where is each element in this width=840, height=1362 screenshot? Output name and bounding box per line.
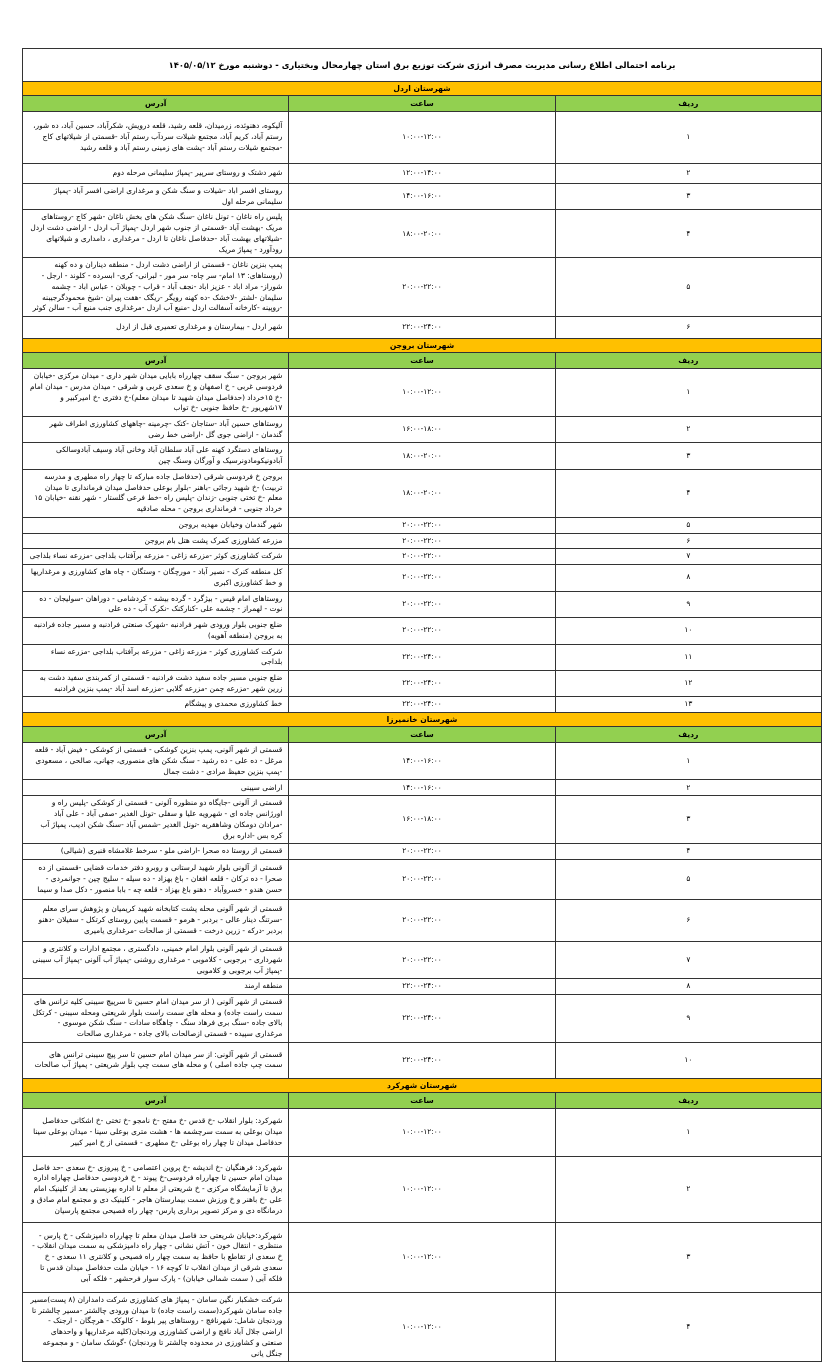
table-row	[23, 1292, 822, 1361]
header-address: آدرس	[23, 353, 289, 369]
row-address: قسمتی از شهر آلونی بلوار امام خمینی، دادگستری ، مجتمع ادارات و کلانتری و شهرداری - برجوبی - کلاموبی - مرغداری روشنی -پمپاژ آب آلونی -پمپاژ آب سیبنی -پمپاژ آب برجوبی و کلاموبی	[23, 942, 289, 979]
document-page	[22, 48, 822, 1362]
row-address: روستاهای حسین آباد -ستاجان -کتک -چرمینه -چاههای کشاورزی اطراف شهر گندمان - اراضی جوی گل -اراضی خط رضی	[23, 417, 289, 443]
row-time: ۱۸:۰۰-۲۰:۰۰	[289, 469, 555, 517]
header-index: ردیف	[555, 96, 821, 112]
table-row	[23, 112, 822, 164]
document-title: برنامه احتمالی اطلاع رسانی مدیریت مصرف انرژی شرکت توزیع برق استان چهارمحال وبختیاری - دوشنبه مورخ ۱۴۰۵/۰۵/۱۲	[23, 49, 822, 82]
header-time: ساعت	[289, 1092, 555, 1108]
county-name: شهرستان شهرکرد	[23, 1078, 822, 1092]
row-time: ۱۶:۰۰-۱۸:۰۰	[289, 796, 555, 844]
table-row	[23, 644, 822, 670]
row-index: ۵	[555, 258, 821, 317]
row-address: قسمتی از آلونی -جایگاه دو منظوره آلونی - قسمتی از کوشکی -پلیس راه و اورژانس جاده ای - شهرویه علیا و سفلی -تونل الغدیر -صفی آباد - علی آباد -مرادان دومکان وشاهقریه -تونل الغدیر -شمس آباد -سنگ شکن ادیب، پمپاژ آب کره بس -اداره برق	[23, 796, 289, 844]
row-index: ۴	[555, 844, 821, 860]
table-row	[23, 533, 822, 549]
row-index: ۱۱	[555, 644, 821, 670]
row-index: ۴	[555, 210, 821, 258]
header-address: آدرس	[23, 96, 289, 112]
table-row	[23, 369, 822, 417]
row-time: ۲۲:۰۰-۲۴:۰۰	[289, 979, 555, 995]
table-row	[23, 469, 822, 517]
column-header-row	[23, 1092, 822, 1108]
table-row	[23, 618, 822, 644]
row-index: ۴	[555, 469, 821, 517]
row-address: خط کشاورزی محمدی و پیشگام	[23, 697, 289, 713]
title-row	[23, 49, 822, 82]
row-index: ۵	[555, 860, 821, 900]
row-index: ۶	[555, 900, 821, 942]
table-row	[23, 942, 822, 979]
row-address: قسمتی از آلونی بلوار شهید لرستانی و روبرو دفتر خدمات قضایی -قسمتی از ده صحرا - ده ترکان - قلعه افغان - باغ بهزاد - ده سیله - سلیج چین - جوانمردی - حسن هندو - خسروآباد - دهنو باغ بهزاد - قلعه چه - بابا منصور - دکل صدا و سیما	[23, 860, 289, 900]
row-time: ۱۰:۰۰-۱۲:۰۰	[289, 1222, 555, 1292]
table-row	[23, 994, 822, 1042]
column-header-row	[23, 353, 822, 369]
row-time: ۱۸:۰۰-۲۰:۰۰	[289, 210, 555, 258]
table-row	[23, 565, 822, 591]
row-index: ۲	[555, 164, 821, 184]
row-time: ۲۰:۰۰-۲۲:۰۰	[289, 618, 555, 644]
table-row	[23, 317, 822, 339]
row-index: ۱	[555, 743, 821, 780]
row-time: ۲۰:۰۰-۲۲:۰۰	[289, 565, 555, 591]
table-row	[23, 417, 822, 443]
row-time: ۲۲:۰۰-۲۴:۰۰	[289, 1042, 555, 1078]
row-time: ۲۰:۰۰-۲۲:۰۰	[289, 549, 555, 565]
header-time: ساعت	[289, 96, 555, 112]
row-index: ۲	[555, 780, 821, 796]
row-index: ۱۰	[555, 1042, 821, 1078]
row-address: ضلع جنوبی بلوار ورودی شهر فرادنبه -شهرک صنعتی فرادنبه و مسیر جاده فرادنبه به بروجن (منطقه آهویه)	[23, 618, 289, 644]
row-index: ۱	[555, 112, 821, 164]
row-time: ۲۰:۰۰-۲۲:۰۰	[289, 258, 555, 317]
row-address: کل منطقه کنرک - نصیر آباد - مورچگان - وستگان - چاه های کشاورزی و مرغداریها و خط کشاورزی اکبری	[23, 565, 289, 591]
table-row	[23, 697, 822, 713]
row-address: منطقه ارمند	[23, 979, 289, 995]
row-index: ۱۲	[555, 670, 821, 696]
row-address: شهر گندمان وخیابان مهدیه بروجن	[23, 517, 289, 533]
table-row	[23, 258, 822, 317]
row-address: قسمتی از شهر آلونی ( از سر میدان امام حسین تا سرپیچ سیبنی کلیه ترانس های سمت راست جاده) و محله های سمت راست بلوار شریعتی ومحله سیبنی - کرتکل بالای جاده -سنگ بری فرهاد سنگ - چاهگاه سادات - سنگ شکن موسوی - مرغداری سپیده - قسمتی ازصالحات بالای جاده - مرغداری صالحات	[23, 994, 289, 1042]
row-index: ۳	[555, 1222, 821, 1292]
header-time: ساعت	[289, 353, 555, 369]
row-index: ۳	[555, 184, 821, 210]
row-index: ۱۳	[555, 697, 821, 713]
row-address: شهر اردل - بیمارستان و مرغداری تعمیری قبل از اردل	[23, 317, 289, 339]
row-address: شهرکرد:خیابان شریعتی حد فاصل میدان معلم تا چهارراه دامپزشکی - خ پارس - منتظری - انتقال خون - آتش نشانی - چهار راه دامپزشکی به سمت میدان انقلاب - خ سعدی از تقاطع با حافظ به سمت چهار راه فصیحی و کلانتری ۱۱ سعدی - خ سعدی شرقی از میدان انقلاب تا کوچه ۱۶ - خیابان ملت حدفاصل میدان قدس تا فلکه آبی ( سمت شمالی خیابان) - پارک سوار فرحشهر - فلکه آبی	[23, 1222, 289, 1292]
row-time: ۲۰:۰۰-۲۲:۰۰	[289, 942, 555, 979]
row-address: قسمتی از روستا ده صحرا -اراضی ملو - سرخط غلامشاه قنبری (شیالی)	[23, 844, 289, 860]
table-row	[23, 517, 822, 533]
row-time: ۲۰:۰۰-۲۲:۰۰	[289, 533, 555, 549]
row-address: قسمتی از شهر آلونی محله پشت کتابخانه شهید کریمیان و پژوهش سرای معلم -سرتنگ دینار عالی - بردبر - هرمو - قسمت پایین روستای کرتکل - سفیلان -دهنو بردبر -درکه - زرین درخت - قسمتی از صالحات -مرغداری یامیری	[23, 900, 289, 942]
row-time: ۱۴:۰۰-۱۶:۰۰	[289, 184, 555, 210]
column-header-row	[23, 727, 822, 743]
row-index: ۹	[555, 591, 821, 617]
row-address: شرکت کشاورزی کوثر -مزرعه زاغی - مزرعه برآفتاب بلداجی -مزرعه نساء بلداجی	[23, 549, 289, 565]
row-time: ۱۲:۰۰-۱۴:۰۰	[289, 164, 555, 184]
row-time: ۲۰:۰۰-۲۲:۰۰	[289, 860, 555, 900]
row-time: ۱۸:۰۰-۲۰:۰۰	[289, 443, 555, 469]
row-index: ۳	[555, 443, 821, 469]
row-index: ۶	[555, 317, 821, 339]
row-time: ۲۲:۰۰-۲۴:۰۰	[289, 697, 555, 713]
county-name: شهرستان بروجن	[23, 339, 822, 353]
header-index: ردیف	[555, 727, 821, 743]
row-time: ۱۰:۰۰-۱۲:۰۰	[289, 112, 555, 164]
column-header-row	[23, 96, 822, 112]
table-row	[23, 900, 822, 942]
row-index: ۹	[555, 994, 821, 1042]
table-row	[23, 780, 822, 796]
row-time: ۲۰:۰۰-۲۲:۰۰	[289, 591, 555, 617]
row-index: ۶	[555, 533, 821, 549]
row-address: پمپ بنزین ناغان - قسمتی از اراضی دشت اردل - منطقه دیناران و ده کهنه (روستاهای: ۱۳ امام- سر چاه- سر مور - لبرانی- کری- ابسرده - کلوند - ارجل - شوراز- مراد اباد - عزیز اباد -نجف آباد - قراب - چوبلان - عباس اباد - چشمه سلیمان -لشتر -لاخشک -ده کهنه رویگر -ریگک -هفت پیران -شیخ محمودگرجیبنه -روپینه -کارخانه آسفالت اردل -منبع آب اردل -مرغداری جنب منبع آب - سالن کوثر	[23, 258, 289, 317]
row-time: ۲۲:۰۰-۲۴:۰۰	[289, 670, 555, 696]
row-address: شرکت خشکبار نگین سامان - پمپاژ های کشاورزی شرکت دامداران (۸ پست)مسیر جاده سامان شهرکرد(سمت راست جاده) تا میدان ورودی چالشتر -مسیر چالشتر تا وردنجان شامل: شهرنافچ - روستاهای پیر بلوط - کالوکک - هرچگان - ارجنک - اراضی جلال آباد نافچ و اراضی کشاورزی وردنجان(کلیه مرغداریها و واحدهای صنعتی و کشاورزی در محدوده چالشتر تا وردنجان) -گوشک سامان - و مجموعه جنگل یانی	[23, 1292, 289, 1361]
row-time: ۱۴:۰۰-۱۶:۰۰	[289, 743, 555, 780]
row-index: ۳	[555, 796, 821, 844]
row-time: ۱۰:۰۰-۱۲:۰۰	[289, 1108, 555, 1156]
schedule-table	[22, 48, 822, 1362]
row-address: شهرکرد: فرهنگیان -خ اندیشه -خ پروین اعتصامی - خ پیروزی -خ سعدی -حد فاصل میدان امام حسین تا چهارراه فردوسی-خ پیوند - خ فردوسی حدفاصل چهاراه اداره برق تا آزمایشگاه مرکزی - خ شریعتی از معلم تا اداره بهزیستی بعد از کلینیک امام علی -خ باهنر و خ ورزش سمت بیمارستان هاجر - کلینیک دی و مجتمع امام صادق و درمانگاه دی و مرکز تصویر برداری پارس- چهار راه فصیحی مجتمع پارسیان	[23, 1156, 289, 1222]
header-index: ردیف	[555, 1092, 821, 1108]
row-address: شهر بروجن - سنگ سقف چهارراه بابایی میدان شهر داری - میدان مرکزی -خیابان فردوسی غربی - خ اصفهان و خ سعدی غربی و شرقی - میدان مدرس - میدان امام -خ ۱۵خرداد (حدفاصل میدان شهید تا میدان معلم)-خ دفتری -خ امیرکبیر و ۱۷شهریور -خ حافظ جنوبی -خ تواب	[23, 369, 289, 417]
row-address: قسمتی از شهر آلونی: از سر میدان امام حسین تا سر پیچ سیبنی ترانس های سمت چپ جاده اصلی ) و محله های سمت چپ بلوار شریعتی - پمپاژ آب صالحات	[23, 1042, 289, 1078]
row-time: ۲۲:۰۰-۲۴:۰۰	[289, 994, 555, 1042]
row-time: ۲۰:۰۰-۲۲:۰۰	[289, 844, 555, 860]
table-row	[23, 210, 822, 258]
table-row	[23, 796, 822, 844]
table-row	[23, 1042, 822, 1078]
table-row	[23, 443, 822, 469]
table-row	[23, 164, 822, 184]
row-time: ۲۰:۰۰-۲۲:۰۰	[289, 900, 555, 942]
table-row	[23, 979, 822, 995]
table-row	[23, 670, 822, 696]
county-row	[23, 713, 822, 727]
row-index: ۲	[555, 417, 821, 443]
row-time: ۱۰:۰۰-۱۲:۰۰	[289, 1156, 555, 1222]
row-address: شهر دشتک و روستای سرپیر -پمپاژ سلیمانی مرحله دوم	[23, 164, 289, 184]
row-address: شهرکرد: بلوار انقلاب -خ قدس -خ مفتح -خ نامجو -خ تختی -خ اشکانی حدفاصل میدان بوعلی به سمت سرچشمه ها - هشت متری بوعلی سینا - میدان بوعلی سینا حدفاصل میدان تا چهار راه بوعلی -خ مطهری - قسمتی از خ امیر کبیر	[23, 1108, 289, 1156]
county-name: شهرستان خانمیرزا	[23, 713, 822, 727]
county-row	[23, 82, 822, 96]
table-row	[23, 743, 822, 780]
row-address: پلیس راه ناغان - تونل ناغان -سنگ شکن های بخش ناغان -شهر کاج -روستاهای مریک -بهشت آباد -قسمتی از جنوب شهر اردل -پمپاژ آب اردل - اراضی دشت اردل -شیلاتهای بهشت آباد -حدفاصل ناغان تا اردل - مرغداری ، دامداری و شیلاتهای رودآورد - پمپاژ مریک	[23, 210, 289, 258]
row-address: اراضی سیبنی	[23, 780, 289, 796]
row-time: ۱۶:۰۰-۱۸:۰۰	[289, 417, 555, 443]
row-address: قسمتی از شهر آلونی، پمپ بنزین کوشکی - قسمتی از کوشکی - فیض آباد - قلعه مرغل - ده علی - ده رشید - سنگ شکن های منصوری، جهانی، صالحی ، مسعودی -پمپ بنزین حفیظ مرادی - دشت جمال	[23, 743, 289, 780]
row-time: ۲۲:۰۰-۲۴:۰۰	[289, 317, 555, 339]
row-index: ۸	[555, 565, 821, 591]
table-row	[23, 184, 822, 210]
table-row	[23, 844, 822, 860]
county-row	[23, 339, 822, 353]
row-index: ۱	[555, 369, 821, 417]
row-index: ۲	[555, 1156, 821, 1222]
county-name: شهرستان اردل	[23, 82, 822, 96]
table-row	[23, 1108, 822, 1156]
table-row	[23, 1156, 822, 1222]
table-row	[23, 591, 822, 617]
row-index: ۸	[555, 979, 821, 995]
row-address: روستاهای دستگرد کهنه علی آباد سلطان آباد وخانی آباد وسیف آبادوسالکی آبادونیکومادونرسیک و آورگان وسنگ چین	[23, 443, 289, 469]
table-row	[23, 860, 822, 900]
header-address: آدرس	[23, 1092, 289, 1108]
row-index: ۵	[555, 517, 821, 533]
header-time: ساعت	[289, 727, 555, 743]
table-row	[23, 549, 822, 565]
row-time: ۱۴:۰۰-۱۶:۰۰	[289, 780, 555, 796]
row-time: ۱۰:۰۰-۱۲:۰۰	[289, 369, 555, 417]
row-index: ۱	[555, 1108, 821, 1156]
header-index: ردیف	[555, 353, 821, 369]
row-address: شرکت کشاورزی کوثر - مزرعه زاغی - مزرعه برآفتاب بلداجی -مزرعه نساء بلداجی	[23, 644, 289, 670]
row-address: آلیکوه، دهنوئده، زرمیدان، قلعه رشید، قلعه درویش، شکرآباد، حسین آباد، ده شور، رستم آباد، کریم آباد، مجتمع شیلات سردآب رستم آباد -قسمتی از شیلاتهای کاج -مجتمع شیلات رستم آباد -پشت های زمینی رستم آباد و قلعه رشید	[23, 112, 289, 164]
row-time: ۲۰:۰۰-۲۲:۰۰	[289, 517, 555, 533]
row-index: ۷	[555, 942, 821, 979]
row-address: مزرعه کشاورزی کمرک پشت هتل بام بروجن	[23, 533, 289, 549]
header-address: آدرس	[23, 727, 289, 743]
row-time: ۱۰:۰۰-۱۲:۰۰	[289, 1292, 555, 1361]
row-index: ۱۰	[555, 618, 821, 644]
row-index: ۷	[555, 549, 821, 565]
row-address: روستاهای امام قیس - بیژگرد - گرده بیشه - کردشامی - دوراهان -سولیجان - ده نوت - لهمراز - چشمه علی -کنارکنک -نکرک آب - ده علی	[23, 591, 289, 617]
row-time: ۲۲:۰۰-۲۴:۰۰	[289, 644, 555, 670]
row-address: ضلع جنوبی مسیر جاده سفید دشت فرادنبه - قسمتی از کمربندی سفید دشت به زرین شهر -مزرعه چمن -مزرعه گلابی -مزرعه اسد آباد -پمپ بنزین فرادنبه	[23, 670, 289, 696]
table-row	[23, 1222, 822, 1292]
county-row	[23, 1078, 822, 1092]
row-address: روستای افسر اباد -شیلات و سنگ شکن و مرغداری اراضی افسر آباد -پمپاژ سلیمانی مرحله اول	[23, 184, 289, 210]
row-index: ۴	[555, 1292, 821, 1361]
row-address: بروجن خ فردوسی شرقی (حدفاصل جاده مبارکه تا چهار راه مطهری و مدرسه تربیت) -خ شهید رجائی -باهنر -بلوار بوعلی حدفاصل میدان فرمانداری تا میدان معلم -خ تختی جنوبی -زندان -پلیس راه -خط فرعی گلستار - شهر نقنه -خیابان ۱۵ خرداد جنوبی - فرمانداری بروجن - محله صادقیه	[23, 469, 289, 517]
